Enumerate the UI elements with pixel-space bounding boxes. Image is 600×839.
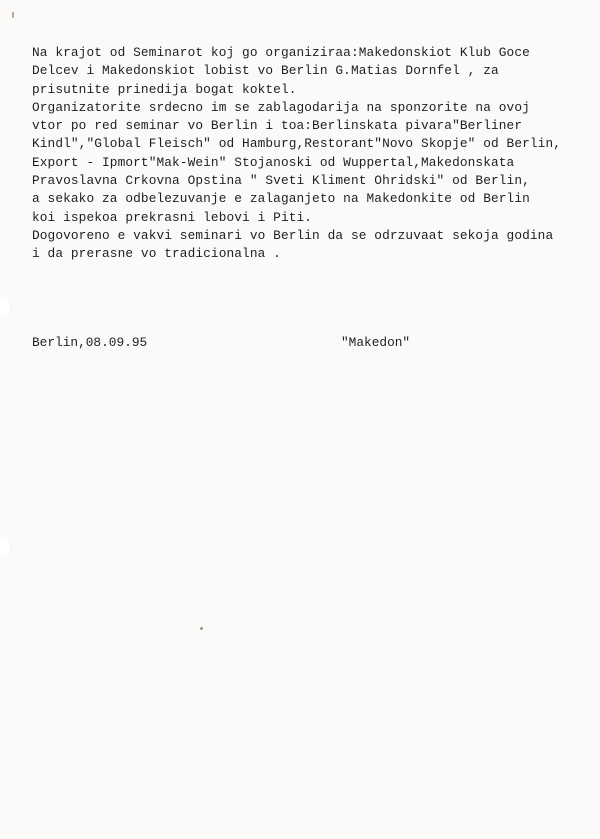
text-line: koi ispekoa prekrasni lebovi i Piti. [32,209,313,225]
signature: "Makedon" [341,335,411,350]
text-line: Na krajot od Seminarot koj go organiziraa:Makedonskiot Klub Goce [32,45,530,60]
paper-mark [200,627,203,630]
text-line: a sekako za odbelezuvanje e zalaganjeto na Makedonkite od Berlin [32,191,530,207]
text-line: Organizatorite srdecno im se zablagodarija na sponzorite na ovoj [32,99,530,115]
text-line: Export - Ipmort"Mak-Wein" Stojanoski od Wuppertal,Makedonskata [32,154,515,170]
text-line: Delcev i Makedonskiot lobist vo Berlin G.Matias Dornfel , za [32,63,499,79]
body-text [32,44,592,264]
paper-mark [12,12,14,18]
text-line: vtor po red seminar vo Berlin i toa:Berlinskata pivara"Berliner [32,118,523,134]
text-line: Pravoslavna Crkovna Opstina " Sveti Kliment Ohridski" od Berlin, [32,173,530,189]
punch-hole [0,537,12,557]
place-date: Berlin,08.09.95 [32,335,148,350]
punch-hole [0,297,12,317]
text-line: Kindl","Global Fleisch" od Hamburg,Restorant"Novo Skopje" od Berlin, [32,136,561,152]
text-line: prisutnite prinedija bogat koktel. [32,81,297,97]
text-line: i da prerasne vo tradicionalna . [32,246,281,262]
text-line: Dogovoreno e vakvi seminari vo Berlin da se odrzuvaat sekoja godina [32,227,554,243]
